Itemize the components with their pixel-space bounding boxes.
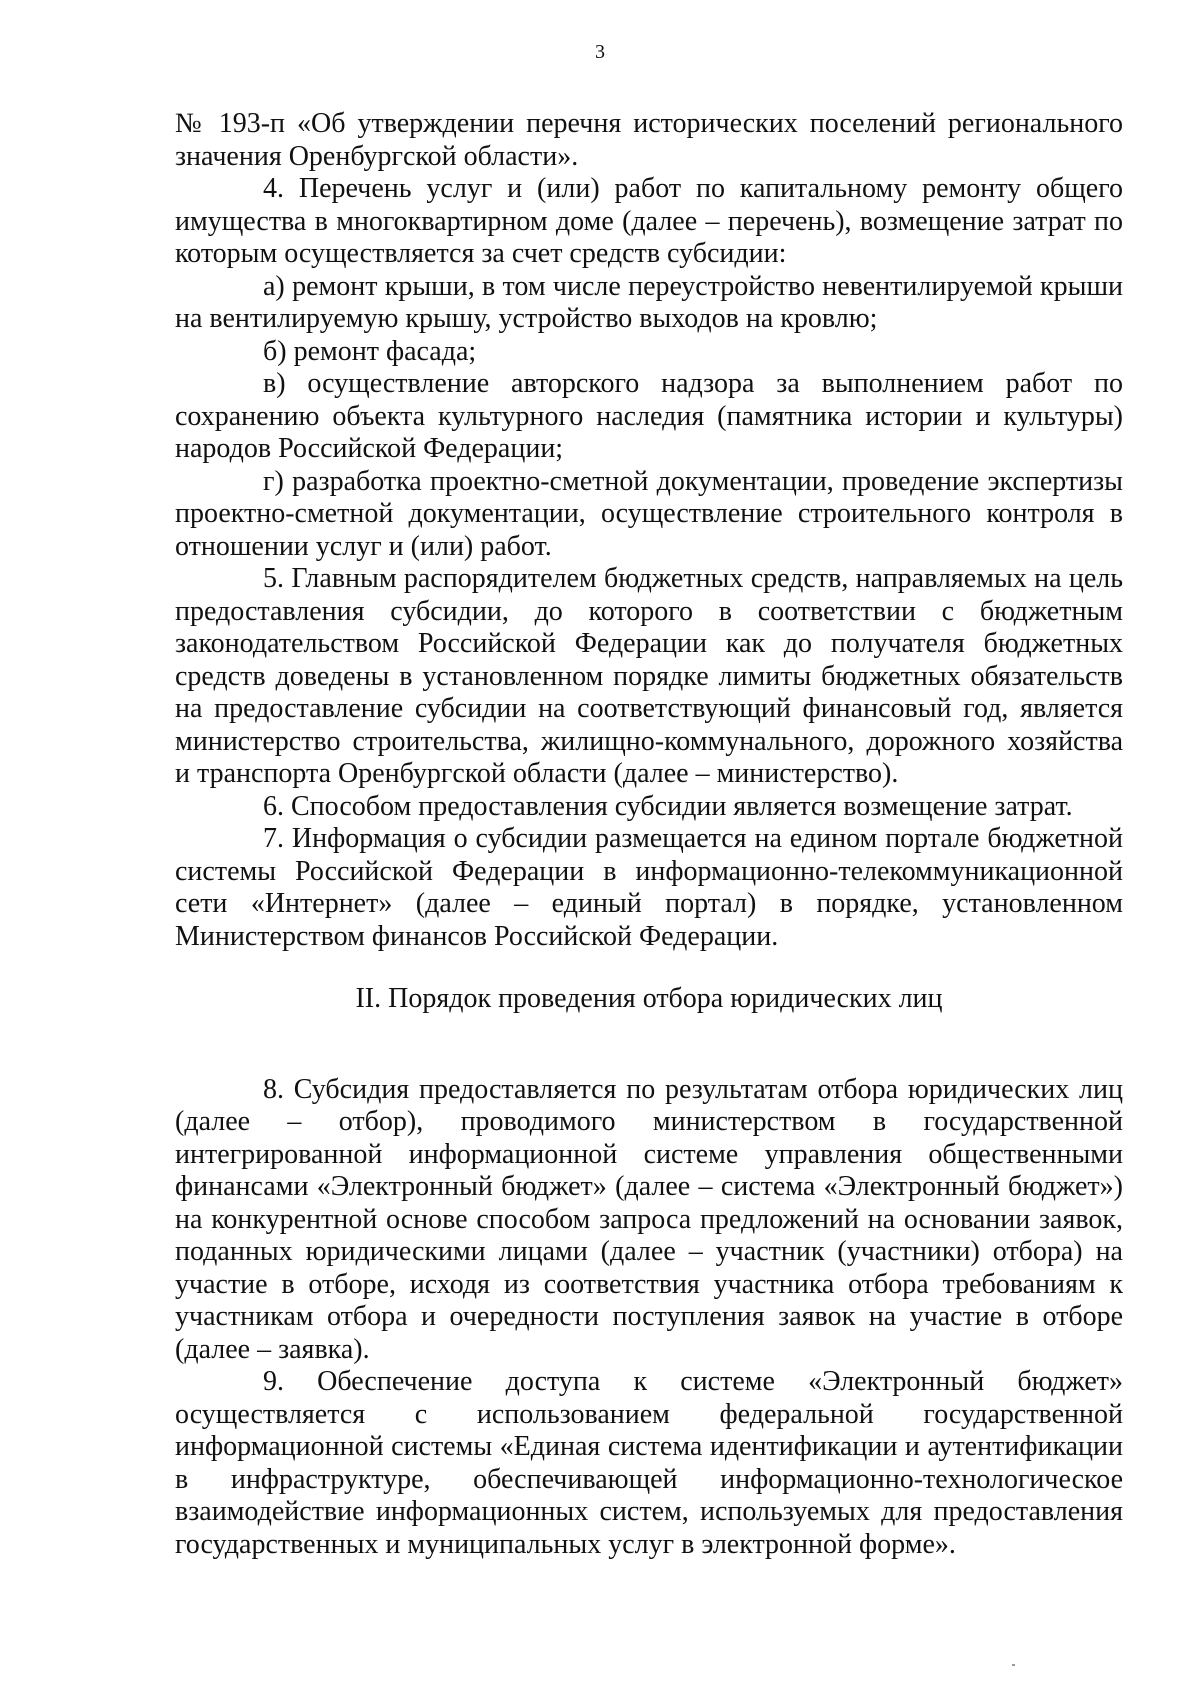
scan-speck — [1012, 1664, 1015, 1666]
paragraph-item-5: 5. Главным распорядителем бюджетных средств, направляемых на цель предоставления субсидии, до которого в соответствии с бюджетным законодательством Российской Федерации как до получателя бюджетных средств доведены в установленном порядке лимиты бюджетных обязательств на предоставление субсидии на соответствующий финансовый год, является министерство строительства, жилищно-коммунального, дорожного хозяйства и транспорта Оренбургской области (далее – министерство). — [175, 563, 1123, 789]
paragraph-item-6: 6. Способом предоставления субсидии является возмещение затрат. — [263, 790, 1073, 822]
page-number: 3 — [595, 41, 605, 63]
paragraph-item-9: 9. Обеспечение доступа к системе «Электронный бюджет» осуществляется с использованием федеральной государственной информационной системы «Единая система идентификации и аутентификации в инфраструктуре, обеспечивающей информационно-технологическое взаимодействие информационных систем, используемых для предоставления государственных и муниципальных услуг в электронной форме». — [175, 1366, 1123, 1560]
document-body — [175, 108, 1123, 1561]
paragraph-subitem-b: б) ремонт фасада; — [263, 335, 477, 367]
paragraph-item-8: 8. Субсидия предоставляется по результатам отбора юридических лиц (далее – отбор), проводимого министерством в государственной интегрированной информационной системе управления общественными финансами «Электронный бюджет» (далее – система «Электронный бюджет») на конкурентной основе способом запроса предложений на основании заявок, поданных юридическими лицами (далее – участник (участники) отбора) на участие в отборе, исходя из соответствия участника отбора требованиям к участникам отбора и очередности поступления заявок на участие в отборе (далее – заявка). — [175, 1073, 1123, 1365]
paragraph-subitem-g: г) разработка проектно-сметной документации, проведение экспертизы проектно-сметной документации, осуществление строительного контроля в отношении услуг и (или) работ. — [175, 465, 1123, 562]
section-heading: II. Порядок проведения отбора юридических лиц — [355, 983, 943, 1014]
paragraph-subitem-a: а) ремонт крыши, в том числе переустройство невентилируемой крыши на вентилируемую крышу, устройство выходов на кровлю; — [175, 270, 1123, 334]
paragraph-continuation: № 193-п «Об утверждении перечня исторических поселений регионального значения Оренбургской области». — [175, 108, 1123, 172]
paragraph-item-7: 7. Информация о субсидии размещается на едином портале бюджетной системы Российской Федерации в информационно-телекоммуникационной сети «Интернет» (далее – единый портал) в порядке, установленном Министерством финансов Российской Федерации. — [175, 823, 1123, 952]
paragraph-subitem-v: в) осуществление авторского надзора за выполнением работ по сохранению объекта культурного наследия (памятника истории и культуры) народов Российской Федерации; — [175, 368, 1123, 464]
paragraph-item-4: 4. Перечень услуг и (или) работ по капитальному ремонту общего имущества в многоквартирном доме (далее – перечень), возмещение затрат по которым осуществляется за счет средств субсидии: — [175, 173, 1123, 269]
